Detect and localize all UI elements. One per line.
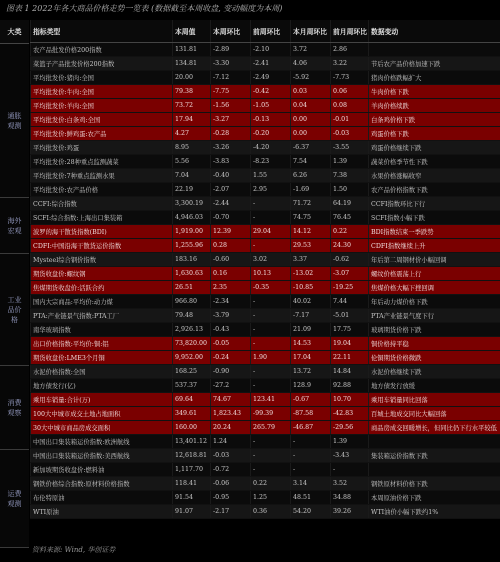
cell-name: 出口价格指数:平均价:铜:铝 [31, 337, 173, 351]
cell-prev-wow: -0.35 [251, 281, 291, 295]
header-name: 指标类型 [31, 20, 173, 43]
cell-wow: 20.24 [211, 421, 251, 435]
cell-this-week: 79.38 [173, 85, 211, 99]
table-row [31, 491, 500, 505]
cell-prev-mom: 0.22 [331, 225, 369, 239]
cell-this-week: 1,117.70 [173, 463, 211, 477]
cell-name: 菜篮子产品批发价格200指数 [31, 57, 173, 71]
cell-name: 平均批发价:牛肉:全国 [31, 85, 173, 99]
cell-mom: - [291, 449, 331, 463]
cell-change [369, 435, 500, 449]
cell-change: 乘用车销量同比回落 [369, 393, 500, 407]
cell-name: PTA:产业链景气指数:PTA工厂 [31, 309, 173, 323]
cell-name: 期货收盘价:螺纹钢 [31, 267, 173, 281]
cell-prev-mom: 7.38 [331, 169, 369, 183]
cell-change: 伦铜期货价格微跌 [369, 351, 500, 365]
cell-prev-mom: 1.50 [331, 183, 369, 197]
cell-wow: -7.12 [211, 71, 251, 85]
cell-mom: 3.14 [291, 477, 331, 491]
cell-mom: 40.02 [291, 295, 331, 309]
cell-wow: -0.03 [211, 449, 251, 463]
cell-prev-mom: -3.55 [331, 141, 369, 155]
cell-wow: 2.35 [211, 281, 251, 295]
category-header: 大类 [0, 20, 29, 44]
cell-mom: 74.75 [291, 211, 331, 225]
cell-wow: -0.06 [211, 477, 251, 491]
table-row [31, 239, 500, 253]
cell-change: 节后农产品价格加速下跌 [369, 57, 500, 71]
cell-this-week: 183.16 [173, 253, 211, 267]
table-row [31, 407, 500, 421]
cell-change: CCFI指数环比下行 [369, 197, 500, 211]
cell-wow: 0.28 [211, 239, 251, 253]
cell-change: WTI油价小幅下跌约1% [369, 505, 500, 519]
cell-this-week: 7.04 [173, 169, 211, 183]
cell-wow: -2.34 [211, 295, 251, 309]
table-row [31, 211, 500, 225]
cell-name: 平均批发价:鲜鸡蛋:农产品 [31, 127, 173, 141]
table-row [31, 463, 500, 477]
cell-this-week: 91.54 [173, 491, 211, 505]
category-column [0, 20, 29, 548]
header-mom: 本月周环比 [291, 20, 331, 43]
table-row [31, 43, 500, 57]
cell-prev-mom: -19.25 [331, 281, 369, 295]
cell-wow: -3.27 [211, 113, 251, 127]
cell-name: Mysteel综合钢价指数 [31, 253, 173, 267]
cell-prev-mom: 22.11 [331, 351, 369, 365]
table-header-row [31, 20, 500, 43]
cell-mom: 7.54 [291, 155, 331, 169]
table-row [31, 351, 500, 365]
cell-name: 期货收盘价:LME3个月铜 [31, 351, 173, 365]
cell-change: 百城土地成交同比大幅回落 [369, 407, 500, 421]
cell-mom: -6.37 [291, 141, 331, 155]
cell-name: 农产品批发价格200指数 [31, 43, 173, 57]
cell-name: 钢铁价格综合指数:原材料价格指数 [31, 477, 173, 491]
cell-prev-mom: -29.56 [331, 421, 369, 435]
cell-mom: 6.26 [291, 169, 331, 183]
cell-change: 年后第二周钢材价小幅回调 [369, 253, 500, 267]
cell-prev-wow: - [251, 309, 291, 323]
cell-prev-mom: 0.08 [331, 99, 369, 113]
cell-prev-mom: 1.39 [331, 435, 369, 449]
cell-mom: 4.06 [291, 57, 331, 71]
cell-name: 平均批发价:28种重点监测蔬菜 [31, 155, 173, 169]
cell-change: 蔬菜价格季节性下跌 [369, 155, 500, 169]
cell-prev-wow: - [251, 295, 291, 309]
cell-mom: -46.87 [291, 421, 331, 435]
cell-prev-wow: -2.41 [251, 57, 291, 71]
cell-name: 水泥价格指数:全国 [31, 365, 173, 379]
table-row [31, 309, 500, 323]
cell-change: 玻璃期货价格下跌 [369, 323, 500, 337]
cell-change: 猪肉价格跌幅扩大 [369, 71, 500, 85]
cell-this-week: 349.61 [173, 407, 211, 421]
cell-change: 集装箱运价指数下跌 [369, 449, 500, 463]
table-row [31, 57, 500, 71]
table-body [31, 43, 500, 519]
cell-wow: -3.26 [211, 141, 251, 155]
cell-prev-wow: - [251, 197, 291, 211]
header-prev-wow: 前周环比 [251, 20, 291, 43]
cell-prev-wow: -0.13 [251, 113, 291, 127]
cell-prev-wow: -2.49 [251, 71, 291, 85]
cell-name: 平均批发价:白条鸡:全国 [31, 113, 173, 127]
cell-mom: -7.17 [291, 309, 331, 323]
cell-prev-mom: -7.73 [331, 71, 369, 85]
table-row [31, 365, 500, 379]
cell-wow: -3.83 [211, 155, 251, 169]
cell-change: PTA产业链景气度下行 [369, 309, 500, 323]
cell-prev-wow: - [251, 449, 291, 463]
cell-this-week: 79.48 [173, 309, 211, 323]
cell-this-week: 3,300.19 [173, 197, 211, 211]
cell-name: 乘用车销量:合计(万) [31, 393, 173, 407]
cell-mom: - [291, 463, 331, 477]
cell-prev-mom: 0.06 [331, 85, 369, 99]
cell-change: SCFI指数小幅下跌 [369, 211, 500, 225]
cell-wow: 0.16 [211, 267, 251, 281]
cell-mom: 0.04 [291, 99, 331, 113]
cell-prev-wow: - [251, 211, 291, 225]
cell-wow: -0.60 [211, 253, 251, 267]
cell-mom: 3.72 [291, 43, 331, 57]
cell-this-week: 4.27 [173, 127, 211, 141]
cell-wow: -0.43 [211, 323, 251, 337]
cell-mom: 71.72 [291, 197, 331, 211]
table-row [31, 393, 500, 407]
cell-name: 中国出口集装箱运价指数:欧洲航线 [31, 435, 173, 449]
cell-wow: -0.05 [211, 337, 251, 351]
cell-prev-wow: -4.20 [251, 141, 291, 155]
cell-prev-wow: 123.41 [251, 393, 291, 407]
cell-mom: 14.12 [291, 225, 331, 239]
cell-wow: -0.28 [211, 127, 251, 141]
cell-name: WTI原油 [31, 505, 173, 519]
cell-name: CCFI:综合指数 [31, 197, 173, 211]
header-change: 数据变动 [369, 20, 500, 43]
cell-prev-mom: -0.01 [331, 113, 369, 127]
cell-prev-wow: - [251, 365, 291, 379]
header-prev-mom: 前月周环比 [331, 20, 369, 43]
cell-prev-mom: -0.03 [331, 127, 369, 141]
cell-this-week: 4,946.03 [173, 211, 211, 225]
cell-change: BDI指数结束一季跌势 [369, 225, 500, 239]
cell-wow: -0.40 [211, 169, 251, 183]
cell-change: 本周原油价格下跌 [369, 491, 500, 505]
cell-prev-wow: 1.25 [251, 491, 291, 505]
cell-this-week: 91.07 [173, 505, 211, 519]
cell-this-week: 1,919.00 [173, 225, 211, 239]
table-row [31, 141, 500, 155]
cell-prev-wow: 29.04 [251, 225, 291, 239]
cell-name: 平均批发价:农产品价格 [31, 183, 173, 197]
cell-mom: 0.00 [291, 127, 331, 141]
cell-name: 平均批发价:猪肉:全国 [31, 71, 173, 85]
category-freight: 运费观测 [0, 450, 29, 548]
table-row [31, 267, 500, 281]
cell-mom: 14.53 [291, 337, 331, 351]
cell-name: SCFI:综合指数:上海出口集装箱 [31, 211, 173, 225]
cell-this-week: 1,255.96 [173, 239, 211, 253]
cell-change: 地方债发行放缓 [369, 379, 500, 393]
cell-prev-wow: 265.79 [251, 421, 291, 435]
category-industrial: 工业品价格 [0, 254, 29, 366]
cell-mom: - [291, 435, 331, 449]
table-row [31, 295, 500, 309]
cell-change: 羊肉价格续跌 [369, 99, 500, 113]
cell-this-week: 160.00 [173, 421, 211, 435]
cell-prev-wow: 2.95 [251, 183, 291, 197]
cell-prev-mom: 24.30 [331, 239, 369, 253]
cell-change: 螺纹价格震荡上行 [369, 267, 500, 281]
cell-prev-wow: -0.20 [251, 127, 291, 141]
cell-change: 焦煤价格大幅下挫回调 [369, 281, 500, 295]
cell-this-week: 9,952.00 [173, 351, 211, 365]
cell-change: 白条鸡价格下跌 [369, 113, 500, 127]
cell-prev-wow: -8.23 [251, 155, 291, 169]
cell-wow: -3.79 [211, 309, 251, 323]
table-row [31, 183, 500, 197]
cell-name: CDFI:中国沿海干散货运价指数 [31, 239, 173, 253]
table-row [31, 71, 500, 85]
cell-prev-mom: -5.01 [331, 309, 369, 323]
cell-wow: -2.89 [211, 43, 251, 57]
cell-wow: -0.72 [211, 463, 251, 477]
cell-mom: -10.85 [291, 281, 331, 295]
cell-change: 铜价格持平稳 [369, 337, 500, 351]
cell-mom: -13.02 [291, 267, 331, 281]
cell-prev-wow: 0.22 [251, 477, 291, 491]
cell-prev-wow: -99.39 [251, 407, 291, 421]
cell-prev-mom: 19.04 [331, 337, 369, 351]
cell-prev-wow: 1.55 [251, 169, 291, 183]
cell-wow: 12.39 [211, 225, 251, 239]
category-overseas: 海外宏观 [0, 198, 29, 254]
cell-change: 年后动力煤价格下跌 [369, 295, 500, 309]
cell-wow: -1.56 [211, 99, 251, 113]
cell-wow: -3.30 [211, 57, 251, 71]
cell-this-week: 2,926.13 [173, 323, 211, 337]
cell-mom: 0.03 [291, 85, 331, 99]
cell-name: 南华玻璃指数 [31, 323, 173, 337]
table-row [31, 435, 500, 449]
cell-this-week: 73,820.00 [173, 337, 211, 351]
cell-this-week: 26.51 [173, 281, 211, 295]
cell-change: 鸡蛋价格下跌 [369, 127, 500, 141]
cell-prev-wow: - [251, 463, 291, 477]
cell-wow: -7.75 [211, 85, 251, 99]
cell-name: 波罗的海干散货指数(BDI) [31, 225, 173, 239]
cell-name: 布伦特原油 [31, 491, 173, 505]
table-row [31, 253, 500, 267]
cell-prev-wow: - [251, 323, 291, 337]
cell-prev-wow: - [251, 337, 291, 351]
cell-change: 钢铁原材料价格下跌 [369, 477, 500, 491]
cell-prev-wow: 1.90 [251, 351, 291, 365]
table-row [31, 127, 500, 141]
cell-mom: 29.53 [291, 239, 331, 253]
cell-name: 平均批发价:7种重点监测水果 [31, 169, 173, 183]
cell-prev-mom: 34.88 [331, 491, 369, 505]
cell-prev-mom: 39.26 [331, 505, 369, 519]
cell-prev-wow: -0.42 [251, 85, 291, 99]
cell-name: 新加坡期货收盘价:燃料油 [31, 463, 173, 477]
cell-wow: -0.70 [211, 211, 251, 225]
cell-name: 平均批发价:羊肉:全国 [31, 99, 173, 113]
table-row [31, 421, 500, 435]
cell-name: 中国出口集装箱运价指数:美西航线 [31, 449, 173, 463]
cell-mom: -1.69 [291, 183, 331, 197]
cell-change [369, 463, 500, 477]
cell-this-week: 118.41 [173, 477, 211, 491]
cell-mom: 0.00 [291, 113, 331, 127]
cell-this-week: 966.80 [173, 295, 211, 309]
cell-prev-mom: -3.43 [331, 449, 369, 463]
cell-prev-mom: 7.44 [331, 295, 369, 309]
cell-change: 水果价格涨幅收窄 [369, 169, 500, 183]
cell-prev-mom: 76.45 [331, 211, 369, 225]
table-row [31, 505, 500, 519]
cell-name: 地方债发行(亿) [31, 379, 173, 393]
cell-this-week: 1,630.63 [173, 267, 211, 281]
cell-prev-mom: -3.07 [331, 267, 369, 281]
header-wow: 本周环比 [211, 20, 251, 43]
cell-this-week: 5.56 [173, 155, 211, 169]
cell-mom: 21.09 [291, 323, 331, 337]
cell-this-week: 134.81 [173, 57, 211, 71]
cell-prev-wow: 10.13 [251, 267, 291, 281]
cell-wow: -0.24 [211, 351, 251, 365]
cell-this-week: 17.94 [173, 113, 211, 127]
cell-prev-mom: 14.84 [331, 365, 369, 379]
cell-prev-wow: - [251, 379, 291, 393]
cell-wow: -0.90 [211, 365, 251, 379]
table-row [31, 155, 500, 169]
category-inflation: 通胀观测 [0, 44, 29, 198]
table-row [31, 113, 500, 127]
cell-prev-mom: 92.88 [331, 379, 369, 393]
cell-mom: 54.20 [291, 505, 331, 519]
cell-prev-mom: -42.83 [331, 407, 369, 421]
cell-prev-wow: -1.05 [251, 99, 291, 113]
cell-name: 30大中城市商品房成交面积 [31, 421, 173, 435]
cell-prev-mom: 2.86 [331, 43, 369, 57]
cell-change: CDFI指数继续上升 [369, 239, 500, 253]
cell-prev-mom: 64.19 [331, 197, 369, 211]
cell-change: 商品房成交回暖增长，但同比仍下行水平较低 [369, 421, 500, 435]
table-row [31, 281, 500, 295]
cell-mom: -87.58 [291, 407, 331, 421]
source-note: 资料来源: Wind, 华创证券 [32, 546, 116, 554]
cell-wow: -2.44 [211, 197, 251, 211]
cell-mom: 17.04 [291, 351, 331, 365]
cell-prev-wow: - [251, 435, 291, 449]
cell-mom: -0.67 [291, 393, 331, 407]
cell-prev-wow: - [251, 239, 291, 253]
cell-prev-wow: -2.10 [251, 43, 291, 57]
table-row [31, 449, 500, 463]
cell-this-week: 69.64 [173, 393, 211, 407]
table-row [31, 477, 500, 491]
cell-prev-mom: 1.39 [331, 155, 369, 169]
cell-name: 国内大宗商品:平均价:动力煤 [31, 295, 173, 309]
cell-change: 鸡蛋价格继续下跌 [369, 141, 500, 155]
cell-this-week: 168.25 [173, 365, 211, 379]
category-consumption: 消费观察 [0, 366, 29, 450]
cell-change [369, 43, 500, 57]
table-row [31, 225, 500, 239]
cell-prev-mom: 10.70 [331, 393, 369, 407]
cell-this-week: 13,401.12 [173, 435, 211, 449]
cell-wow: -2.07 [211, 183, 251, 197]
cell-this-week: 20.00 [173, 71, 211, 85]
cell-wow: -2.17 [211, 505, 251, 519]
table-row [31, 379, 500, 393]
cell-name: 100大中城市成交土地占地面积 [31, 407, 173, 421]
cell-mom: -5.92 [291, 71, 331, 85]
cell-prev-mom: - [331, 463, 369, 477]
table-row [31, 323, 500, 337]
cell-prev-mom: 3.22 [331, 57, 369, 71]
cell-this-week: 22.19 [173, 183, 211, 197]
cell-mom: 128.9 [291, 379, 331, 393]
header-this-week: 本周值 [173, 20, 211, 43]
cell-wow: 74.67 [211, 393, 251, 407]
cell-wow: -0.95 [211, 491, 251, 505]
cell-this-week: 73.72 [173, 99, 211, 113]
cell-change: 水泥价格继续下跌 [369, 365, 500, 379]
table-row [31, 197, 500, 211]
cell-this-week: 8.95 [173, 141, 211, 155]
commodity-table [30, 20, 500, 519]
cell-prev-wow: 0.36 [251, 505, 291, 519]
table-row [31, 169, 500, 183]
cell-name: 焦煤期货收盘价:活跃合约 [31, 281, 173, 295]
report-title: 图表 1 2022年各大商品价格走势一览表 (数据截至本周收盘, 变动幅度为本周) [6, 4, 283, 13]
cell-prev-mom: 17.75 [331, 323, 369, 337]
cell-mom: 13.72 [291, 365, 331, 379]
cell-mom: 3.37 [291, 253, 331, 267]
cell-this-week: 131.81 [173, 43, 211, 57]
table-row [31, 99, 500, 113]
cell-wow: 1.24 [211, 435, 251, 449]
cell-this-week: 537.37 [173, 379, 211, 393]
cell-change: 牛肉价格下跌 [369, 85, 500, 99]
cell-wow: 1,823.43 [211, 407, 251, 421]
cell-prev-wow: 3.02 [251, 253, 291, 267]
table-row [31, 337, 500, 351]
cell-change: 农产品价格指数下跌 [369, 183, 500, 197]
table-row [31, 85, 500, 99]
cell-wow: -27.2 [211, 379, 251, 393]
cell-prev-mom: 3.52 [331, 477, 369, 491]
cell-mom: 48.51 [291, 491, 331, 505]
cell-prev-mom: -0.62 [331, 253, 369, 267]
cell-this-week: 12,618.81 [173, 449, 211, 463]
cell-name: 平均批发价:鸡蛋 [31, 141, 173, 155]
